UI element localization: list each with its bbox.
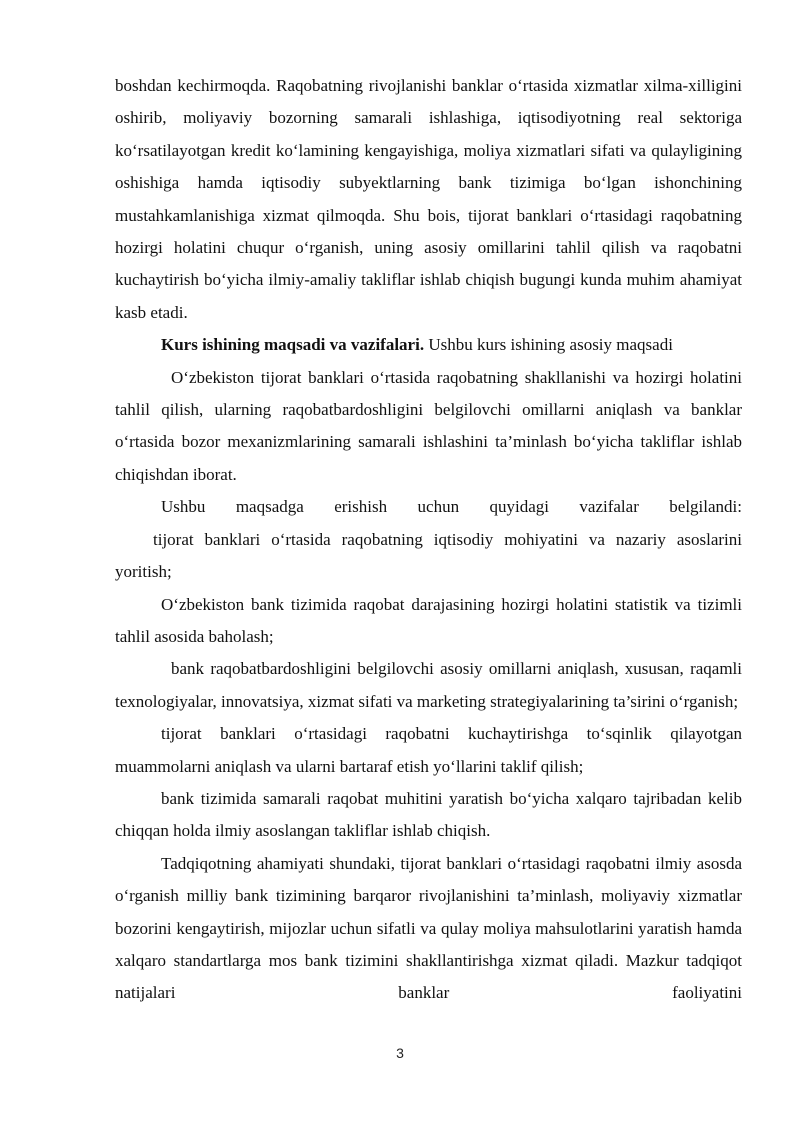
paragraph-goal-statement: O‘zbekiston tijorat banklari o‘rtasida raqobatning shakllanishi va hozirgi holatini tahlil qilish, ularning raqobatbardoshligini belgilovchi omillarni aniqlash va banklar o‘rtasida bozor mexanizmlarining samarali ishlashini ta’minlash bo‘yicha takliflar ishlab chiqishdan iborat. — [115, 367, 742, 484]
paragraph-goal-heading — [115, 329, 742, 361]
section-heading-goals: Kurs ishining maqsadi va vazifalari. — [161, 335, 425, 355]
paragraph-tasks-intro: Ushbu maqsadga erishish uchun quyidagi vazifalar belgilandi: — [161, 497, 742, 517]
task-item-proposals: bank tizimida samarali raqobat muhitini yaratish bo‘yicha xalqaro tajribadan kelib chiqqan holda ilmiy asoslangan takliflar ishlab chiqish. — [115, 788, 742, 841]
task-item-assessment: O‘zbekiston bank tizimida raqobat darajasining hozirgi holatini statistik va tizimli tahlil asosida baholash; — [115, 594, 742, 646]
paragraph-intro-continuation: boshdan kechirmoqda. Raqobatning rivojlanishi banklar o‘rtasida xizmatlar xilma-xilligini oshirib, moliyaviy bozorning samarali ishlashiga, iqtisodiyotning real sektoriga ko‘rsatilayotgan kredit ko‘lamining kengayishiga, moliya xizmatlari sifati va qulayligining oshishiga hamda iqtisodiy subyektlarning bank tizimiga bo‘lgan ishonchining mustahkamlanishiga xizmat qilmoqda. Shu bois, tijorat banklari o‘rtasidagi raqobatning hozirgi holatini chuqur o‘rganish, uning asosiy omillarini tahlil qilish va raqobatni kuchaytirish bo‘yicha ilmiy-amaliy takliflar ishlab chiqish bugungi kunda muhim ahamiyat kasb etadi. — [115, 76, 742, 322]
task-item-theory: tijorat banklari o‘rtasida raqobatning iqtisodiy mohiyatini va nazariy asoslarini yoritish; — [115, 529, 742, 582]
paragraph-significance: Tadqiqotning ahamiyati shundaki, tijorat banklari o‘rtasidagi raqobatni ilmiy asosda o‘rganish milliy bank tizimining barqaror rivojlanishini ta’minlash, moliyaviy xizmatlar bozorini kengaytirish, mijozlar uchun sifatli va qulay moliya mahsulotlarini yaratish hamda xalqaro standartlarga mos bank tizimini shakllantirishga xizmat qiladi. Mazkur tadqiqot natijalari banklar faoliyatini — [115, 853, 742, 1003]
document-body — [115, 70, 742, 1010]
goal-intro-text: Ushbu kurs ishining asosiy maqsadi — [424, 335, 673, 355]
task-item-problems: tijorat banklari o‘rtasidagi raqobatni kuchaytirishga to‘sqinlik qilayotgan muammolarni aniqlash va ularni bartaraf etish yo‘llarini taklif qilish; — [115, 724, 742, 776]
task-item-factors: bank raqobatbardoshligini belgilovchi asosiy omillarni aniqlash, xususan, raqamli texnologiyalar, innovatsiya, xizmat sifati va marketing strategiyalarining ta’sirini o‘rganish; — [115, 659, 742, 711]
page-number: 3 — [396, 1045, 404, 1061]
